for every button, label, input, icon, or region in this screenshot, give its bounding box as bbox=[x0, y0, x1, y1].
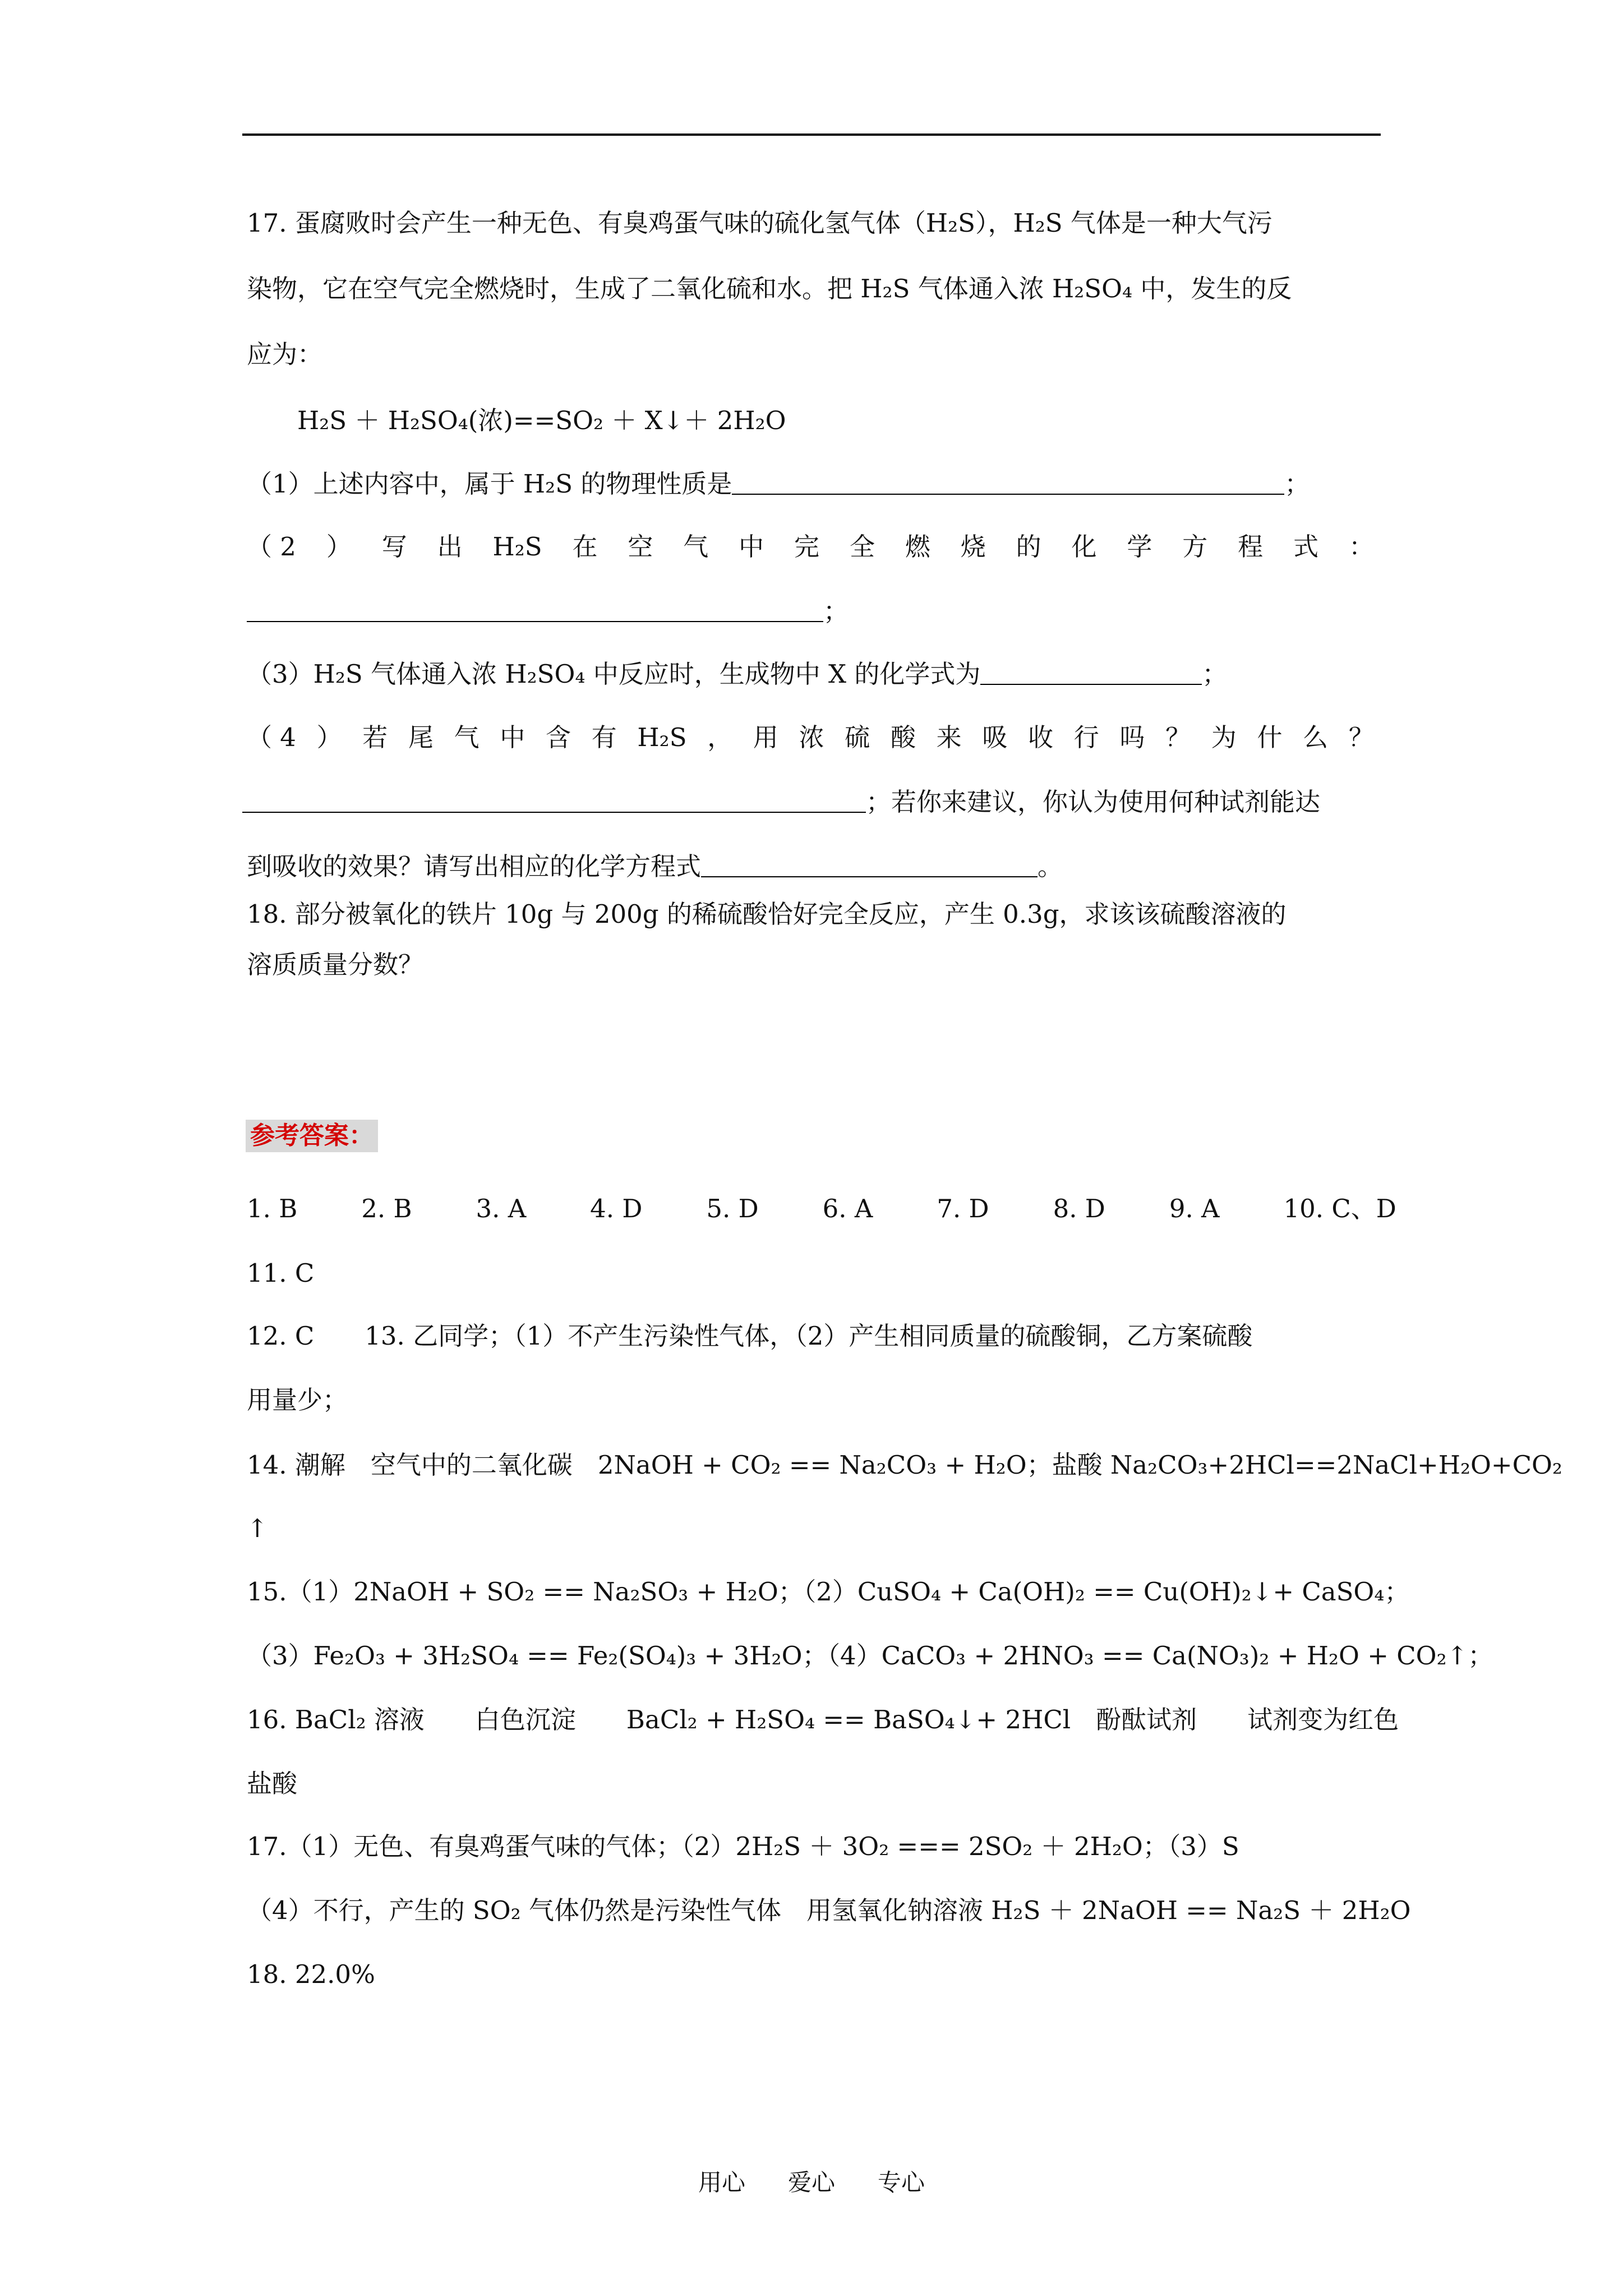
mc-answer: 3. A bbox=[476, 1194, 527, 1223]
q17-part4-token: ， bbox=[707, 723, 733, 752]
q17-part1-blank[interactable] bbox=[732, 469, 1284, 495]
q17-part4-token: 用 bbox=[753, 723, 778, 752]
q17-part4-token: 收 bbox=[1028, 723, 1054, 752]
answer-17-line1: 17.（1）无色、有臭鸡蛋气味的气体；（2）2H₂S ＋ 3O₂ === 2SO₂ ＋ 2H₂O；（3）S bbox=[247, 1832, 1239, 1861]
q17-part4-token: 硫 bbox=[845, 723, 870, 752]
q17-part4-token: 么 bbox=[1303, 723, 1329, 752]
q17-part2-token: 的 bbox=[1016, 532, 1041, 562]
mc-answer: 7. D bbox=[937, 1194, 989, 1223]
q17-part3-text: （3）H₂S 气体通入浓 H₂SO₄ 中反应时，生成物中 X 的化学式为 bbox=[247, 659, 981, 689]
answer-14-line2: ↑ bbox=[247, 1513, 268, 1543]
q17-intro-line2: 染物，它在空气完全燃烧时，生成了二氧化硫和水。把 H₂S 气体通入浓 H₂SO₄ 中，发生的反 bbox=[247, 274, 1292, 303]
q17-part2-row bbox=[247, 530, 1374, 564]
q17-part2-token: 在 bbox=[572, 532, 598, 562]
q17-part2-token: 学 bbox=[1127, 532, 1152, 562]
answer-16-line2: 盐酸 bbox=[247, 1769, 298, 1798]
q17-part4-token: 浓 bbox=[799, 723, 824, 752]
answer-15-line2: （3）Fe₂O₃ + 3H₂SO₄ == Fe₂(SO₄)₃ + 3H₂O；（4）CaCO₃ + 2HNO₃ == Ca(NO₃)₂ + H₂O + CO₂↑； bbox=[247, 1641, 1493, 1671]
mc-answer: 9. A bbox=[1169, 1194, 1220, 1223]
q17-part4-token: H₂S bbox=[637, 723, 687, 752]
q17-part4-token: 什 bbox=[1257, 723, 1283, 752]
q17-part4-token: ） bbox=[316, 723, 342, 752]
q17-part2-blank[interactable] bbox=[247, 596, 823, 622]
mc-answer: 2. B bbox=[361, 1194, 412, 1223]
q17-part1-text: （1）上述内容中，属于 H₂S 的物理性质是 bbox=[247, 469, 732, 499]
q17-part4-token: 有 bbox=[591, 723, 617, 752]
q17-part2-token: 方 bbox=[1182, 532, 1208, 562]
q17-part4-line3-text: 到吸收的效果？请写出相应的化学方程式 bbox=[247, 852, 702, 881]
q17-part2-token: 燃 bbox=[905, 532, 930, 562]
mc-answer: 6. A bbox=[822, 1194, 873, 1223]
q17-part3-end: ； bbox=[1202, 659, 1228, 689]
q17-part4-line2-text: ；若你来建议，你认为使用何种试剂能达 bbox=[866, 787, 1321, 817]
q17-part2-token: 程 bbox=[1238, 532, 1264, 562]
q17-part1 bbox=[247, 467, 1385, 501]
footer-text-3: 专心 bbox=[878, 2169, 925, 2196]
q17-part2-token: ： bbox=[1348, 532, 1374, 562]
q17-part2-token: 全 bbox=[849, 532, 875, 562]
q17-part4-token: 行 bbox=[1073, 723, 1099, 752]
q17-part2-token: 烧 bbox=[960, 532, 986, 562]
q17-part4-token: 中 bbox=[500, 723, 525, 752]
q17-part4-token: 来 bbox=[936, 723, 962, 752]
answer-12-13-line1: 12. C 13. 乙同学；（1）不产生污染性气体，（2）产生相同质量的硫酸铜，乙方案硫酸 bbox=[247, 1321, 1253, 1351]
q17-part2-token: （ 2 bbox=[247, 532, 296, 562]
q17-part4-token: ？ bbox=[1348, 723, 1374, 752]
q17-part2-token: 化 bbox=[1071, 532, 1097, 562]
mc-answer: 8. D bbox=[1053, 1194, 1105, 1223]
q17-part4-blank2[interactable] bbox=[701, 852, 1038, 877]
answer-11: 11. C bbox=[247, 1258, 315, 1288]
q17-part2-token: 完 bbox=[794, 532, 820, 562]
mc-answer: 4. D bbox=[590, 1194, 643, 1223]
q17-part4-token: 若 bbox=[362, 723, 388, 752]
q17-part4-token: 酸 bbox=[890, 723, 916, 752]
q17-part4-token: ？ bbox=[1165, 723, 1191, 752]
page-footer bbox=[0, 2164, 1623, 2198]
q17-intro-line3: 应为： bbox=[247, 339, 323, 369]
q17-part1-end: ； bbox=[1284, 469, 1310, 499]
mc-answer: 1. B bbox=[247, 1194, 298, 1223]
answer-16-line1: 16. BaCl₂ 溶液 白色沉淀 BaCl₂ + H₂SO₄ == BaSO₄↓+ 2HCl 酚酞试剂 试剂变为红色 bbox=[247, 1705, 1399, 1734]
answer-17-line2: （4）不行，产生的 SO₂ 气体仍然是污染性气体 用氢氧化钠溶液 H₂S ＋ 2NaOH == Na₂S ＋ 2H₂O bbox=[247, 1895, 1411, 1925]
q17-part4-row bbox=[247, 721, 1374, 754]
q17-part2-token: 写 bbox=[381, 532, 407, 562]
q18-line1: 18. 部分被氧化的铁片 10g 与 200g 的稀硫酸恰好完全反应，产生 0.3g，求该该硫酸溶液的 bbox=[247, 899, 1287, 929]
q17-part3-blank[interactable] bbox=[980, 659, 1202, 685]
q17-part4-blank1[interactable] bbox=[242, 787, 866, 813]
q17-part4-line3-end: 。 bbox=[1038, 852, 1063, 881]
footer-text-2: 爱心 bbox=[787, 2169, 835, 2196]
header-rule bbox=[242, 134, 1381, 136]
q18-line2: 溶质质量分数？ bbox=[247, 950, 424, 979]
q17-part2-answer bbox=[247, 595, 1385, 628]
q17-part4-token: 含 bbox=[546, 723, 571, 752]
q17-part2-token: 空 bbox=[628, 532, 653, 562]
q17-part4-token: 尾 bbox=[408, 723, 434, 752]
answer-14-line1: 14. 潮解 空气中的二氧化碳 2NaOH + CO₂ == Na₂CO₃ + H₂O；盐酸 Na₂CO₃+2HCl==2NaCl+H₂O+CO₂ bbox=[247, 1450, 1562, 1480]
answers-mc-row bbox=[247, 1192, 1396, 1226]
q17-part2-token: 式 bbox=[1293, 532, 1319, 562]
answer-15-line1: 15.（1）2NaOH + SO₂ == Na₂SO₃ + H₂O；（2）CuSO₄ + Ca(OH)₂ == Cu(OH)₂↓+ CaSO₄； bbox=[247, 1577, 1410, 1607]
q17-part4-token: 气 bbox=[454, 723, 479, 752]
q17-part2-token: 中 bbox=[739, 532, 764, 562]
answer-13-line2: 用量少； bbox=[247, 1385, 348, 1415]
mc-answer: 5. D bbox=[706, 1194, 759, 1223]
q17-part4-token: （ 4 bbox=[247, 723, 296, 752]
q17-part2-token: 气 bbox=[683, 532, 709, 562]
q17-part4-token: 为 bbox=[1211, 723, 1237, 752]
mc-answer: 10. C、D bbox=[1283, 1194, 1396, 1223]
q17-part4-token: 吸 bbox=[982, 723, 1008, 752]
q17-part2-token: ） bbox=[326, 532, 352, 562]
q17-part4-line2 bbox=[242, 785, 1381, 819]
answers-heading: 参考答案： bbox=[246, 1120, 378, 1152]
q17-part4-line3 bbox=[247, 850, 1385, 884]
q17-part3 bbox=[247, 657, 1385, 691]
footer-text-1: 用心 bbox=[698, 2169, 745, 2196]
q17-part2-token: H₂S bbox=[492, 532, 542, 562]
q17-part4-token: 吗 bbox=[1119, 723, 1145, 752]
q17-part2-end: ； bbox=[823, 596, 849, 626]
q17-intro-line1: 17. 蛋腐败时会产生一种无色、有臭鸡蛋气味的硫化氢气体（H₂S），H₂S 气体是一种大气污 bbox=[247, 208, 1272, 238]
answer-18: 18. 22.0% bbox=[247, 1959, 375, 1989]
q17-equation: H₂S ＋ H₂SO₄(浓)==SO₂ ＋ X↓＋ 2H₂O bbox=[297, 406, 786, 435]
q17-part2-token: 出 bbox=[437, 532, 463, 562]
